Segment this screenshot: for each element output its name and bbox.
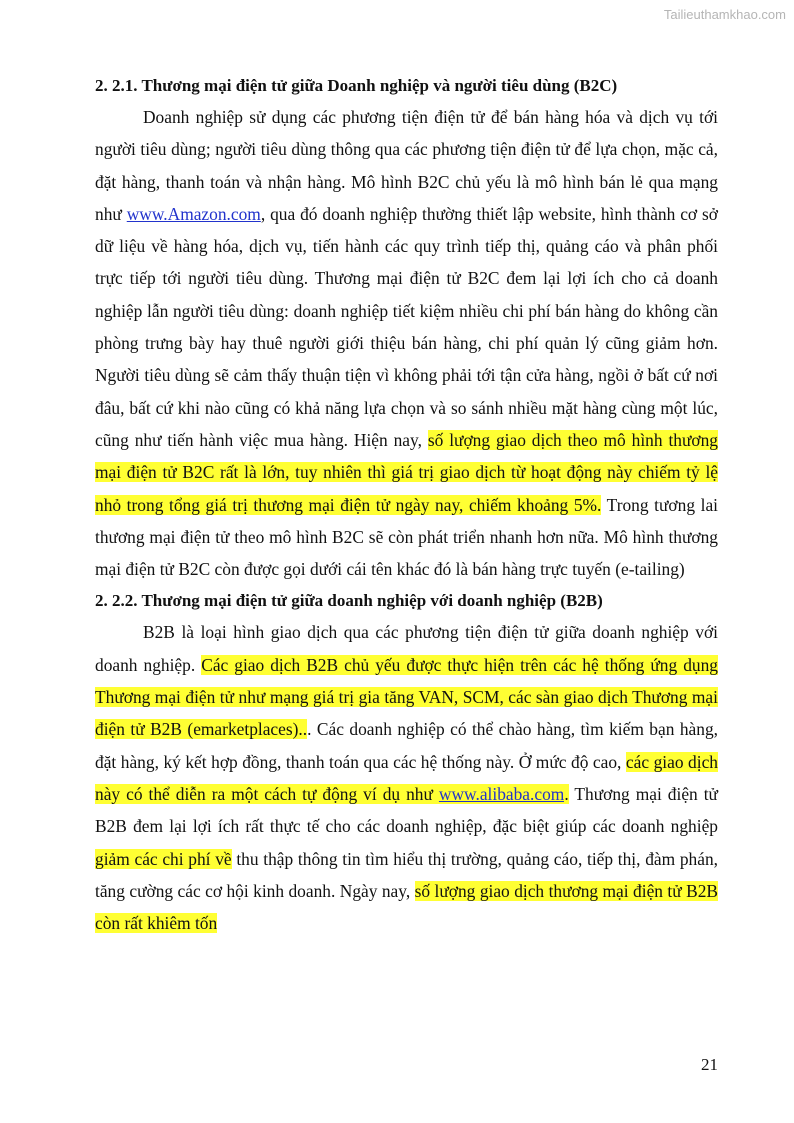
text-run: Doanh nghiệp sử dụng các phương tiện điện tử để bán hàng hóa và dịch vụ tới người tiêu dùng; người tiêu dùng thông qua các phương tiện điện tử để lựa chọn, mặc cả, đặt hàng, thanh toán và nhận hàng. Mô hình B2C chủ yếu là mô hình bán lẻ qua mạng như [95,107,718,224]
highlighted-text: . [564,783,569,804]
highlighted-text: các giao dịch này có thể diễn ra một cách tự động ví dụ như [95,751,719,804]
text-run: B2B là loại hình giao dịch qua các phương tiện điện tử giữa doanh nghiệp với doanh nghiệp. [95,622,718,675]
amazon-link[interactable]: www.Amazon.com [126,203,261,224]
highlighted-text: giảm các chi phí về [95,848,232,869]
text-run: . Các doanh nghiệp có thể chào hàng, tìm kiếm bạn hàng, đặt hàng, ký kết hợp đồng, thanh toán qua các hệ thống này. Ở mức độ cao, [95,719,719,772]
highlighted-text: Các giao dịch B2B chủ yếu được thực hiện trên các hệ thống ứng dụng Thương mại điện tử như mạng giá trị gia tăng VAN, SCM, các sàn giao dịch Thương mại điện tử B2B (emarketplaces).. [95,654,718,740]
section-heading-b2b: 2. 2.2. Thương mại điện tử giữa doanh nghiệp với doanh nghiệp (B2B) [95,591,603,611]
alibaba-link[interactable]: www.alibaba.com [438,783,565,804]
paragraph-b2b [95,616,718,939]
document-body [95,70,718,939]
text-run: thu thập thông tin tìm hiểu thị trường, quảng cáo, tiếp thị, đàm phán, tăng cường các cơ hội kinh doanh. Ngày nay, [95,848,718,901]
watermark: Tailieuthamkhao.com [663,7,786,22]
section-heading-b2c: 2. 2.1. Thương mại điện tử giữa Doanh nghiệp và người tiêu dùng (B2C) [95,76,618,95]
page-number: 21 [701,1055,718,1074]
paragraph-b2c [95,101,718,585]
highlighted-text: số lượng giao dịch theo mô hình thương mại điện tử B2C rất là lớn, tuy nhiên thì giá trị giao dịch từ hoạt động này chiếm tỷ lệ nhỏ trong tổng giá trị thương mại điện tử ngày nay, chiếm khoảng 5%. [95,429,718,515]
text-run: Trong tương lai thương mại điện tử theo mô hình B2C sẽ còn phát triển nhanh hơn nữa. Mô hình thương mại điện tử B2C còn được gọi dưới cái tên khác đó là bán hàng trực tuyến (e-tailing) [95,494,718,580]
text-run: , qua đó doanh nghiệp thường thiết lập website, hình thành cơ sở dữ liệu về hàng hóa, dịch vụ, tiến hành các quy trình tiếp thị, quảng cáo và phân phối trực tiếp tới người tiêu dùng. Thương mại điện tử B2C đem lại lợi ích cho cả doanh nghiệp lẫn người tiêu dùng: doanh nghiệp tiết kiệm nhiều chi phí bán hàng do không cần phòng trưng bày hay thuê người giới thiệu bán hàng, chi phí quản lý cũng giảm hơn. Người tiêu dùng sẽ cảm thấy thuận tiện vì không phải tới tận cửa hàng, ngồi ở bất cứ nơi đâu, bất cứ khi nào cũng có khả năng lựa chọn và so sánh nhiều mặt hàng cùng một lúc, cũng như tiến hành việc mua hàng. Hiện nay, [95,203,719,450]
highlighted-text: số lượng giao dịch thương mại điện tử B2B còn rất khiêm tốn [95,880,719,934]
text-run: Thương mại điện tử B2B đem lại lợi ích rất thực tế cho các doanh nghiệp, đặc biệt giúp các doanh nghiệp [95,783,718,837]
